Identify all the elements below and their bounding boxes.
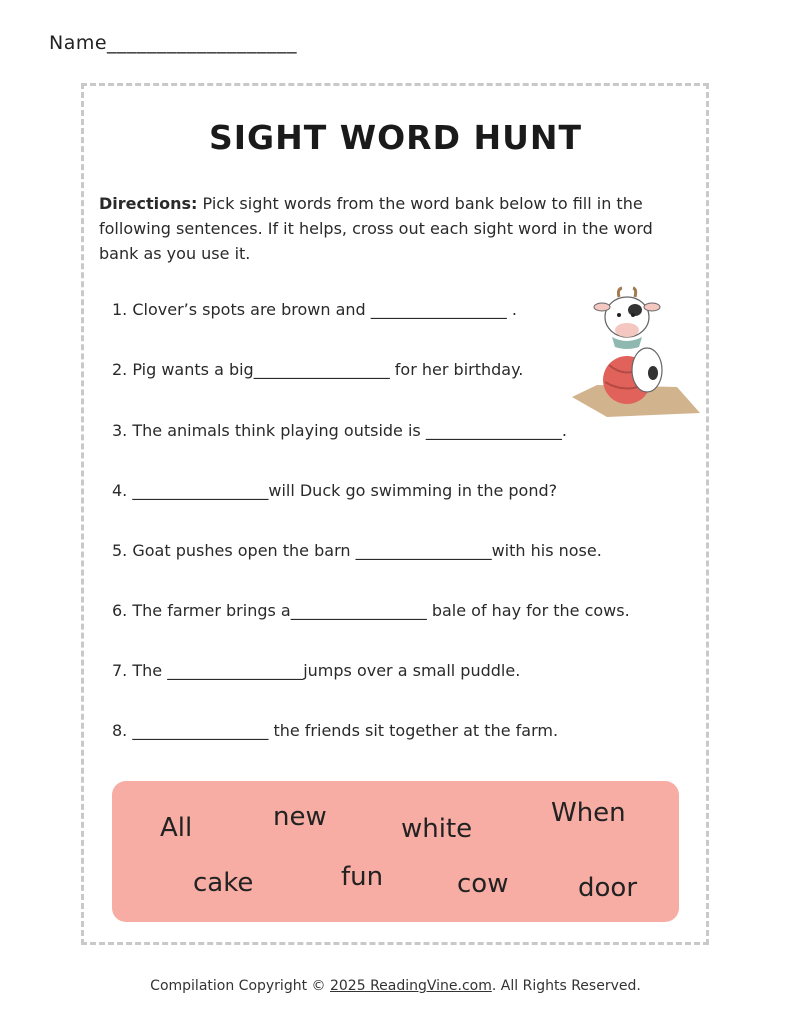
sentence-4: 4. _________________will Duck go swimming in the pond? xyxy=(112,481,558,500)
footer-prefix: Compilation Copyright © xyxy=(150,978,330,994)
sentence-5: 5. Goat pushes open the barn _________________with his nose. xyxy=(112,541,602,560)
word-bank xyxy=(112,781,679,922)
cow-with-ball-icon xyxy=(567,285,702,420)
word-bank-item: new xyxy=(273,802,327,832)
sentence-2: 2. Pig wants a big_________________ for her birthday. xyxy=(112,360,524,379)
sentence-3: 3. The animals think playing outside is _________________. xyxy=(112,421,567,440)
sentence-6: 6. The farmer brings a_________________ bale of hay for the cows. xyxy=(112,601,630,620)
word-bank-item: cow xyxy=(457,869,509,899)
sentence-7: 7. The _________________jumps over a small puddle. xyxy=(112,661,521,680)
footer-suffix: . All Rights Reserved. xyxy=(491,978,641,994)
word-bank-item: fun xyxy=(341,862,384,892)
footer-link[interactable]: 2025 ReadingVine.com xyxy=(329,978,492,994)
directions-label: Directions: xyxy=(99,194,198,213)
word-bank-item: When xyxy=(551,798,626,828)
sentence-1: 1. Clover’s spots are brown and _________________ . xyxy=(112,300,517,319)
copyright-footer xyxy=(0,978,791,994)
word-bank-item: door xyxy=(578,873,638,903)
word-bank-item: white xyxy=(401,814,473,844)
page-title: SIGHT WORD HUNT xyxy=(208,118,583,157)
directions xyxy=(99,191,689,266)
name-field: Name___________________ xyxy=(49,32,298,54)
word-bank-item: All xyxy=(160,813,193,843)
directions-text: Pick sight words from the word bank below to fill in the following sentences. If it helps, cross out each sight word in the word bank as you use it. xyxy=(99,194,653,263)
word-bank-item: cake xyxy=(193,868,254,898)
sentence-8: 8. _________________ the friends sit together at the farm. xyxy=(112,721,559,740)
